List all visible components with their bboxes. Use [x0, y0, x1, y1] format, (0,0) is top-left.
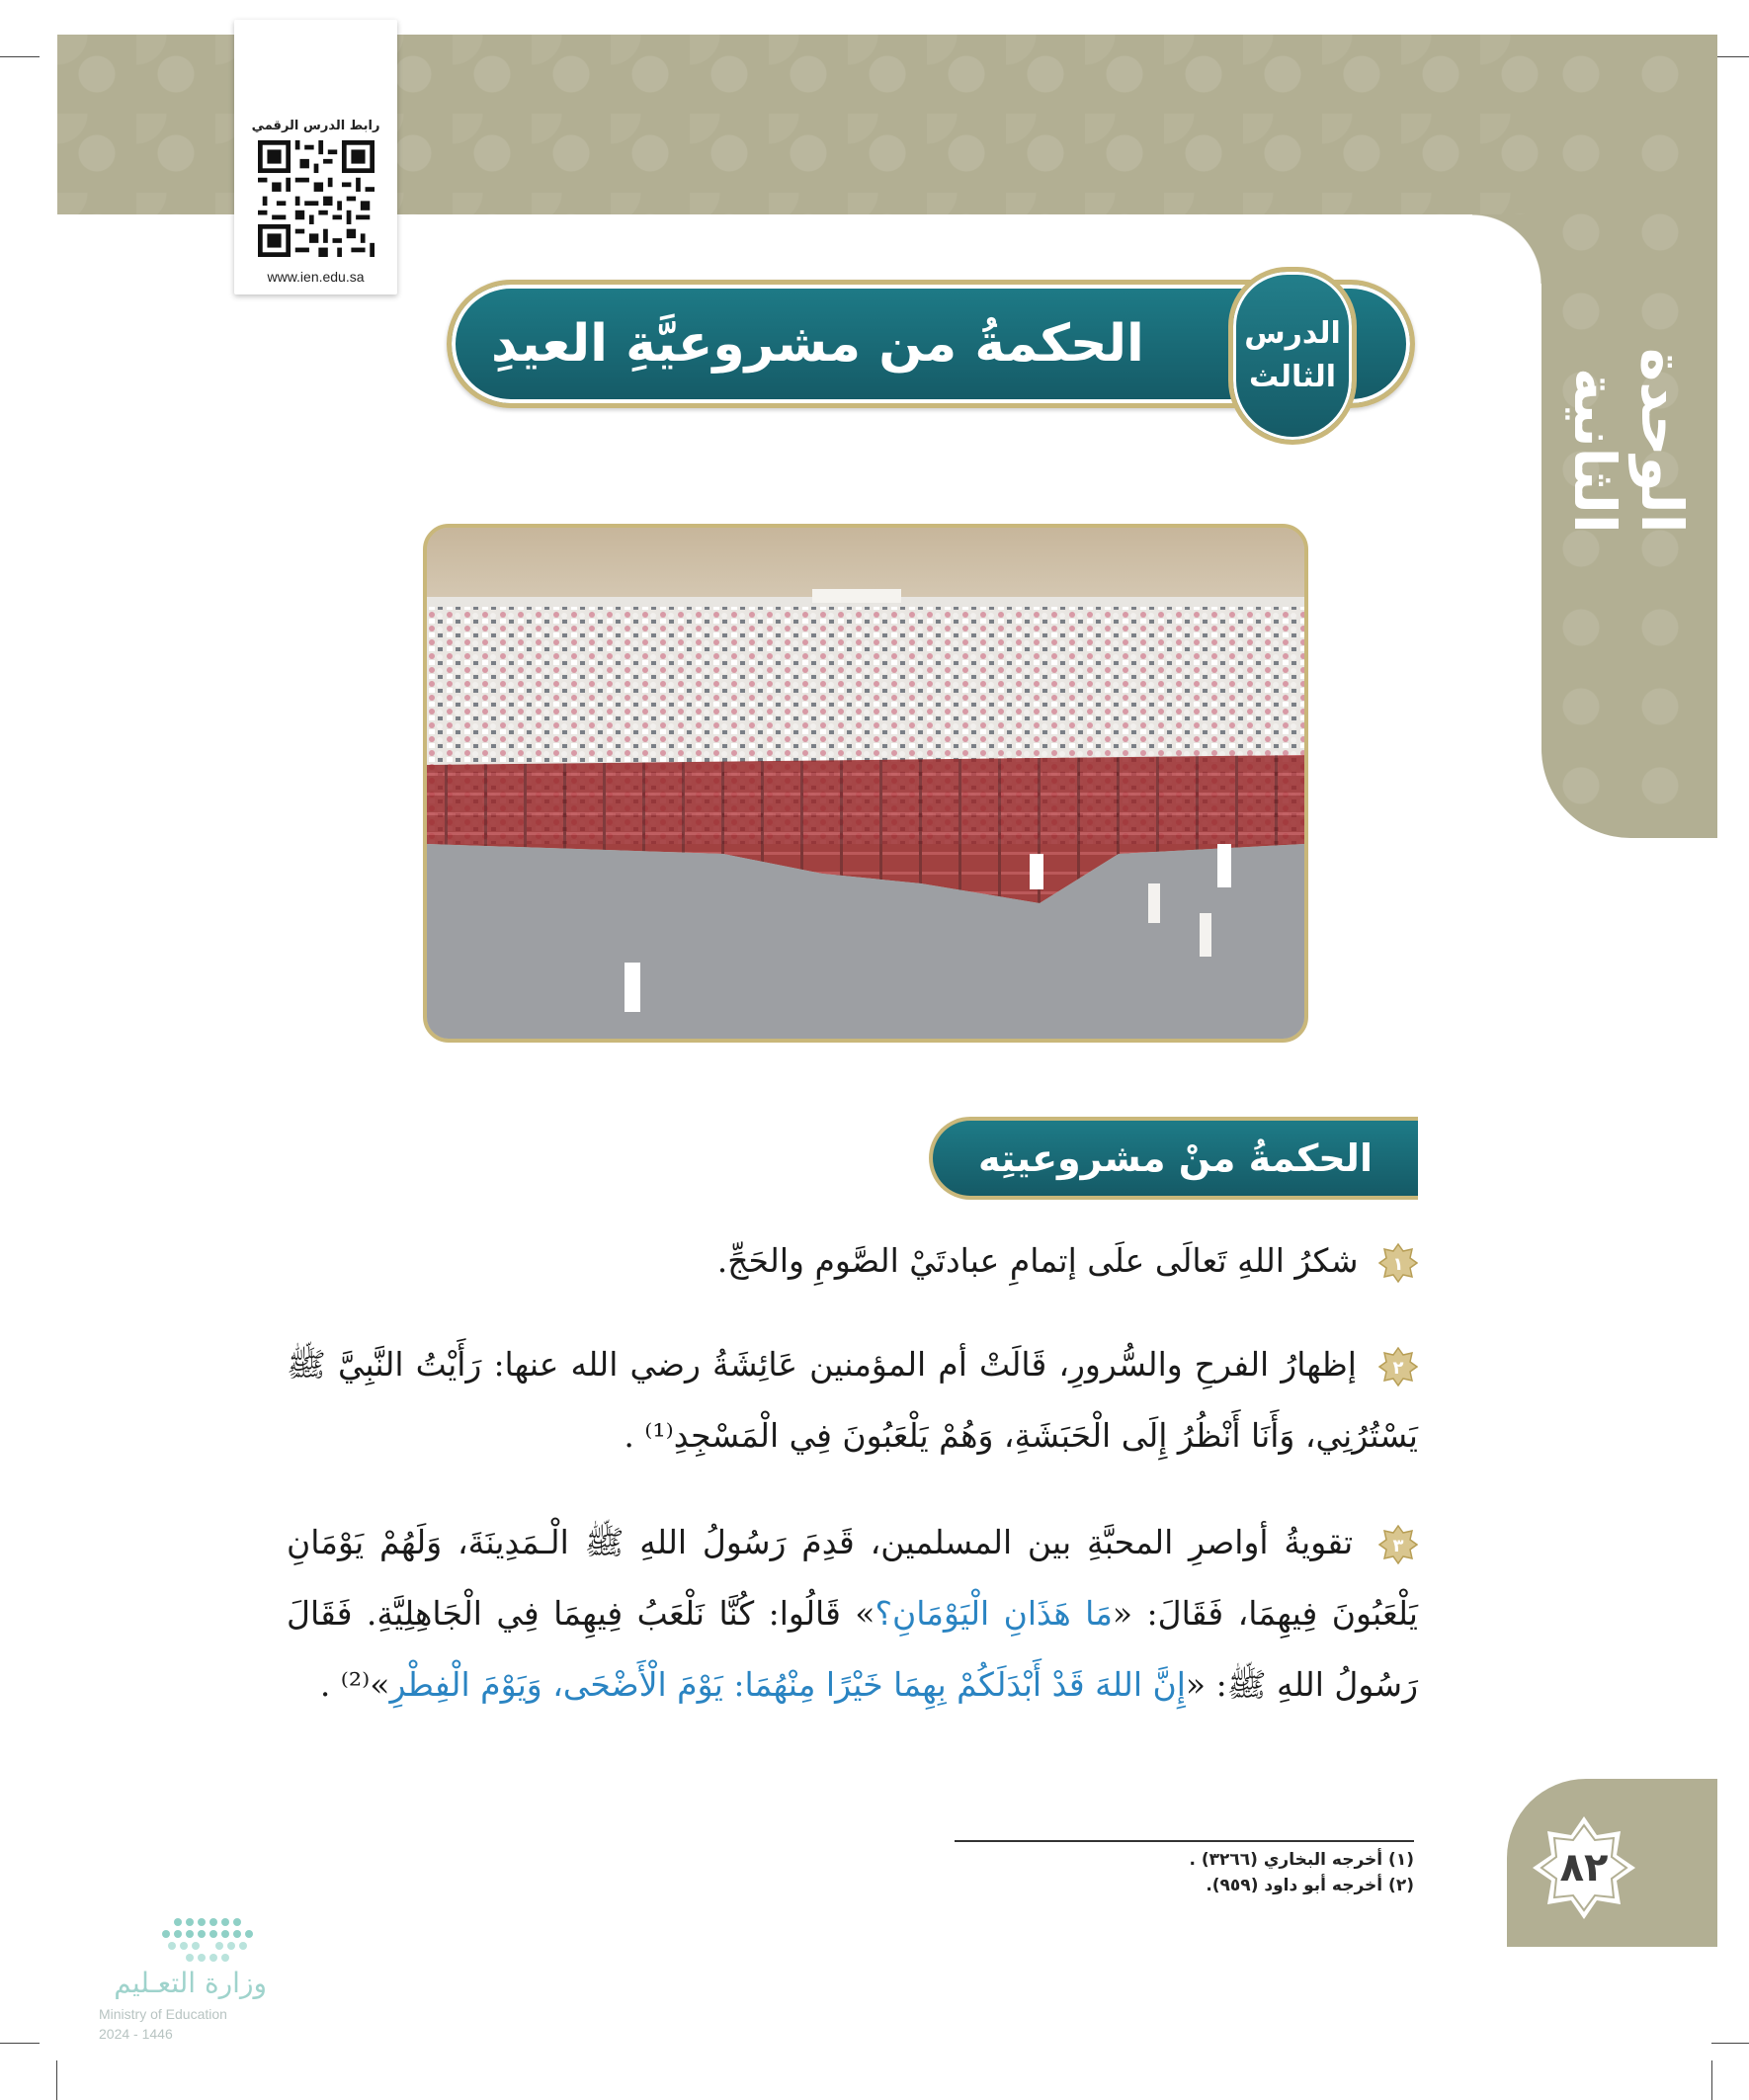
- eid-prayer-image: [427, 528, 1304, 1039]
- unit-label: الوحدة الثانية: [1561, 348, 1696, 534]
- number-star-icon: [1378, 1243, 1418, 1283]
- qr-code-icon[interactable]: [258, 140, 375, 257]
- point-2-text: إظهارُ الفرحِ والسُّرورِ، قَالَتْ أم المؤمنين عَائِشَةُ رضي الله عنها: رَأَيْتُ النَّبِيَّ ﷺ يَسْتُرُنِي، وَأَنَا أَنْظُرُ إِلَى الْحَبَشَةِ، وَهُمْ يَلْعَبُونَ فِي الْمَسْجِدِ⁽¹⁾ .: [287, 1345, 1418, 1455]
- point-3-text-after: »⁽²⁾ .: [319, 1665, 390, 1704]
- crop-mark: [0, 56, 40, 57]
- crop-mark: [56, 2060, 57, 2100]
- crop-mark: [1711, 2060, 1712, 2100]
- qr-url-link[interactable]: www.ien.edu.sa: [267, 269, 365, 285]
- point-3-text-middle: » قَالُوا: كُنَّا نَلْعَبُ فِيهِمَا فِي الْجَاهِلِيَّةِ. فَقَالَ رَسُولُ اللهِ ﷺ: «: [287, 1594, 1418, 1704]
- crop-mark: [0, 2043, 40, 2044]
- point-3: [287, 1507, 1418, 1721]
- lesson-badge-line2: الثالث: [1248, 360, 1337, 394]
- ministry-logo-icon: [99, 1912, 316, 1972]
- point-1-text: شكرُ اللهِ تَعالَى علَى إتمامِ عبادتَيْ الصَّومِ والحَجِّ.: [716, 1241, 1359, 1280]
- qr-caption: رابط الدرس الرقمي: [251, 119, 380, 133]
- point-2: [287, 1329, 1418, 1471]
- lesson-title: الحكمةُ من مشروعيَّةِ العيدِ: [491, 314, 1144, 374]
- page-number: ٨٢: [1559, 1845, 1609, 1890]
- footnote-1: (١) أخرجه البخاري (٣٢٦٦) .: [1189, 1850, 1414, 1870]
- hadith-quote-1: مَا هَذَانِ الْيَوْمَانِ؟: [874, 1594, 1113, 1633]
- number-star-icon: [1378, 1347, 1418, 1386]
- ministry-name-ar: وزارة التعـليم: [114, 1967, 267, 1999]
- band-corner: [1472, 214, 1541, 284]
- svg-text:١: ١: [1392, 1254, 1404, 1275]
- number-star-icon: [1378, 1525, 1418, 1564]
- lesson-badge-line1: الدرس: [1244, 316, 1341, 351]
- point-1: [346, 1225, 1418, 1297]
- eid-prayer-photo: [423, 524, 1308, 1043]
- svg-text:٣: ٣: [1392, 1536, 1404, 1556]
- ministry-year: 2024 - 1446: [99, 2026, 173, 2042]
- hadith-quote-2: إِنَّ اللهَ قَدْ أَبْدَلَكُمْ بِهِمَا خَيْرًا مِنْهُمَا: يَوْمَ الْأَضْحَى، وَيَوْمَ الْفِطْرِ: [389, 1665, 1186, 1704]
- qr-card[interactable]: [234, 20, 397, 294]
- point-3-text-before: تقويةُ أواصرِ المحبَّةِ بين المسلمين، قَدِمَ رَسُولُ اللهِ ﷺ الْـمَدِينَةَ، وَلَهُمْ يَوْمَانِ يَلْعَبُونَ فِيهِمَا، فَقَالَ: «: [287, 1523, 1418, 1633]
- footnote-divider: [955, 1840, 1414, 1842]
- section-heading: الحكمةُ منْ مشروعيتِه: [929, 1117, 1418, 1200]
- svg-text:٢: ٢: [1392, 1358, 1404, 1379]
- crop-mark: [1711, 2043, 1749, 2044]
- footnote-2: (٢) أخرجه أبو داود (٩٥٩).: [1206, 1876, 1414, 1895]
- lesson-number-badge: [1228, 267, 1357, 445]
- ministry-name-en: Ministry of Education: [99, 2006, 227, 2022]
